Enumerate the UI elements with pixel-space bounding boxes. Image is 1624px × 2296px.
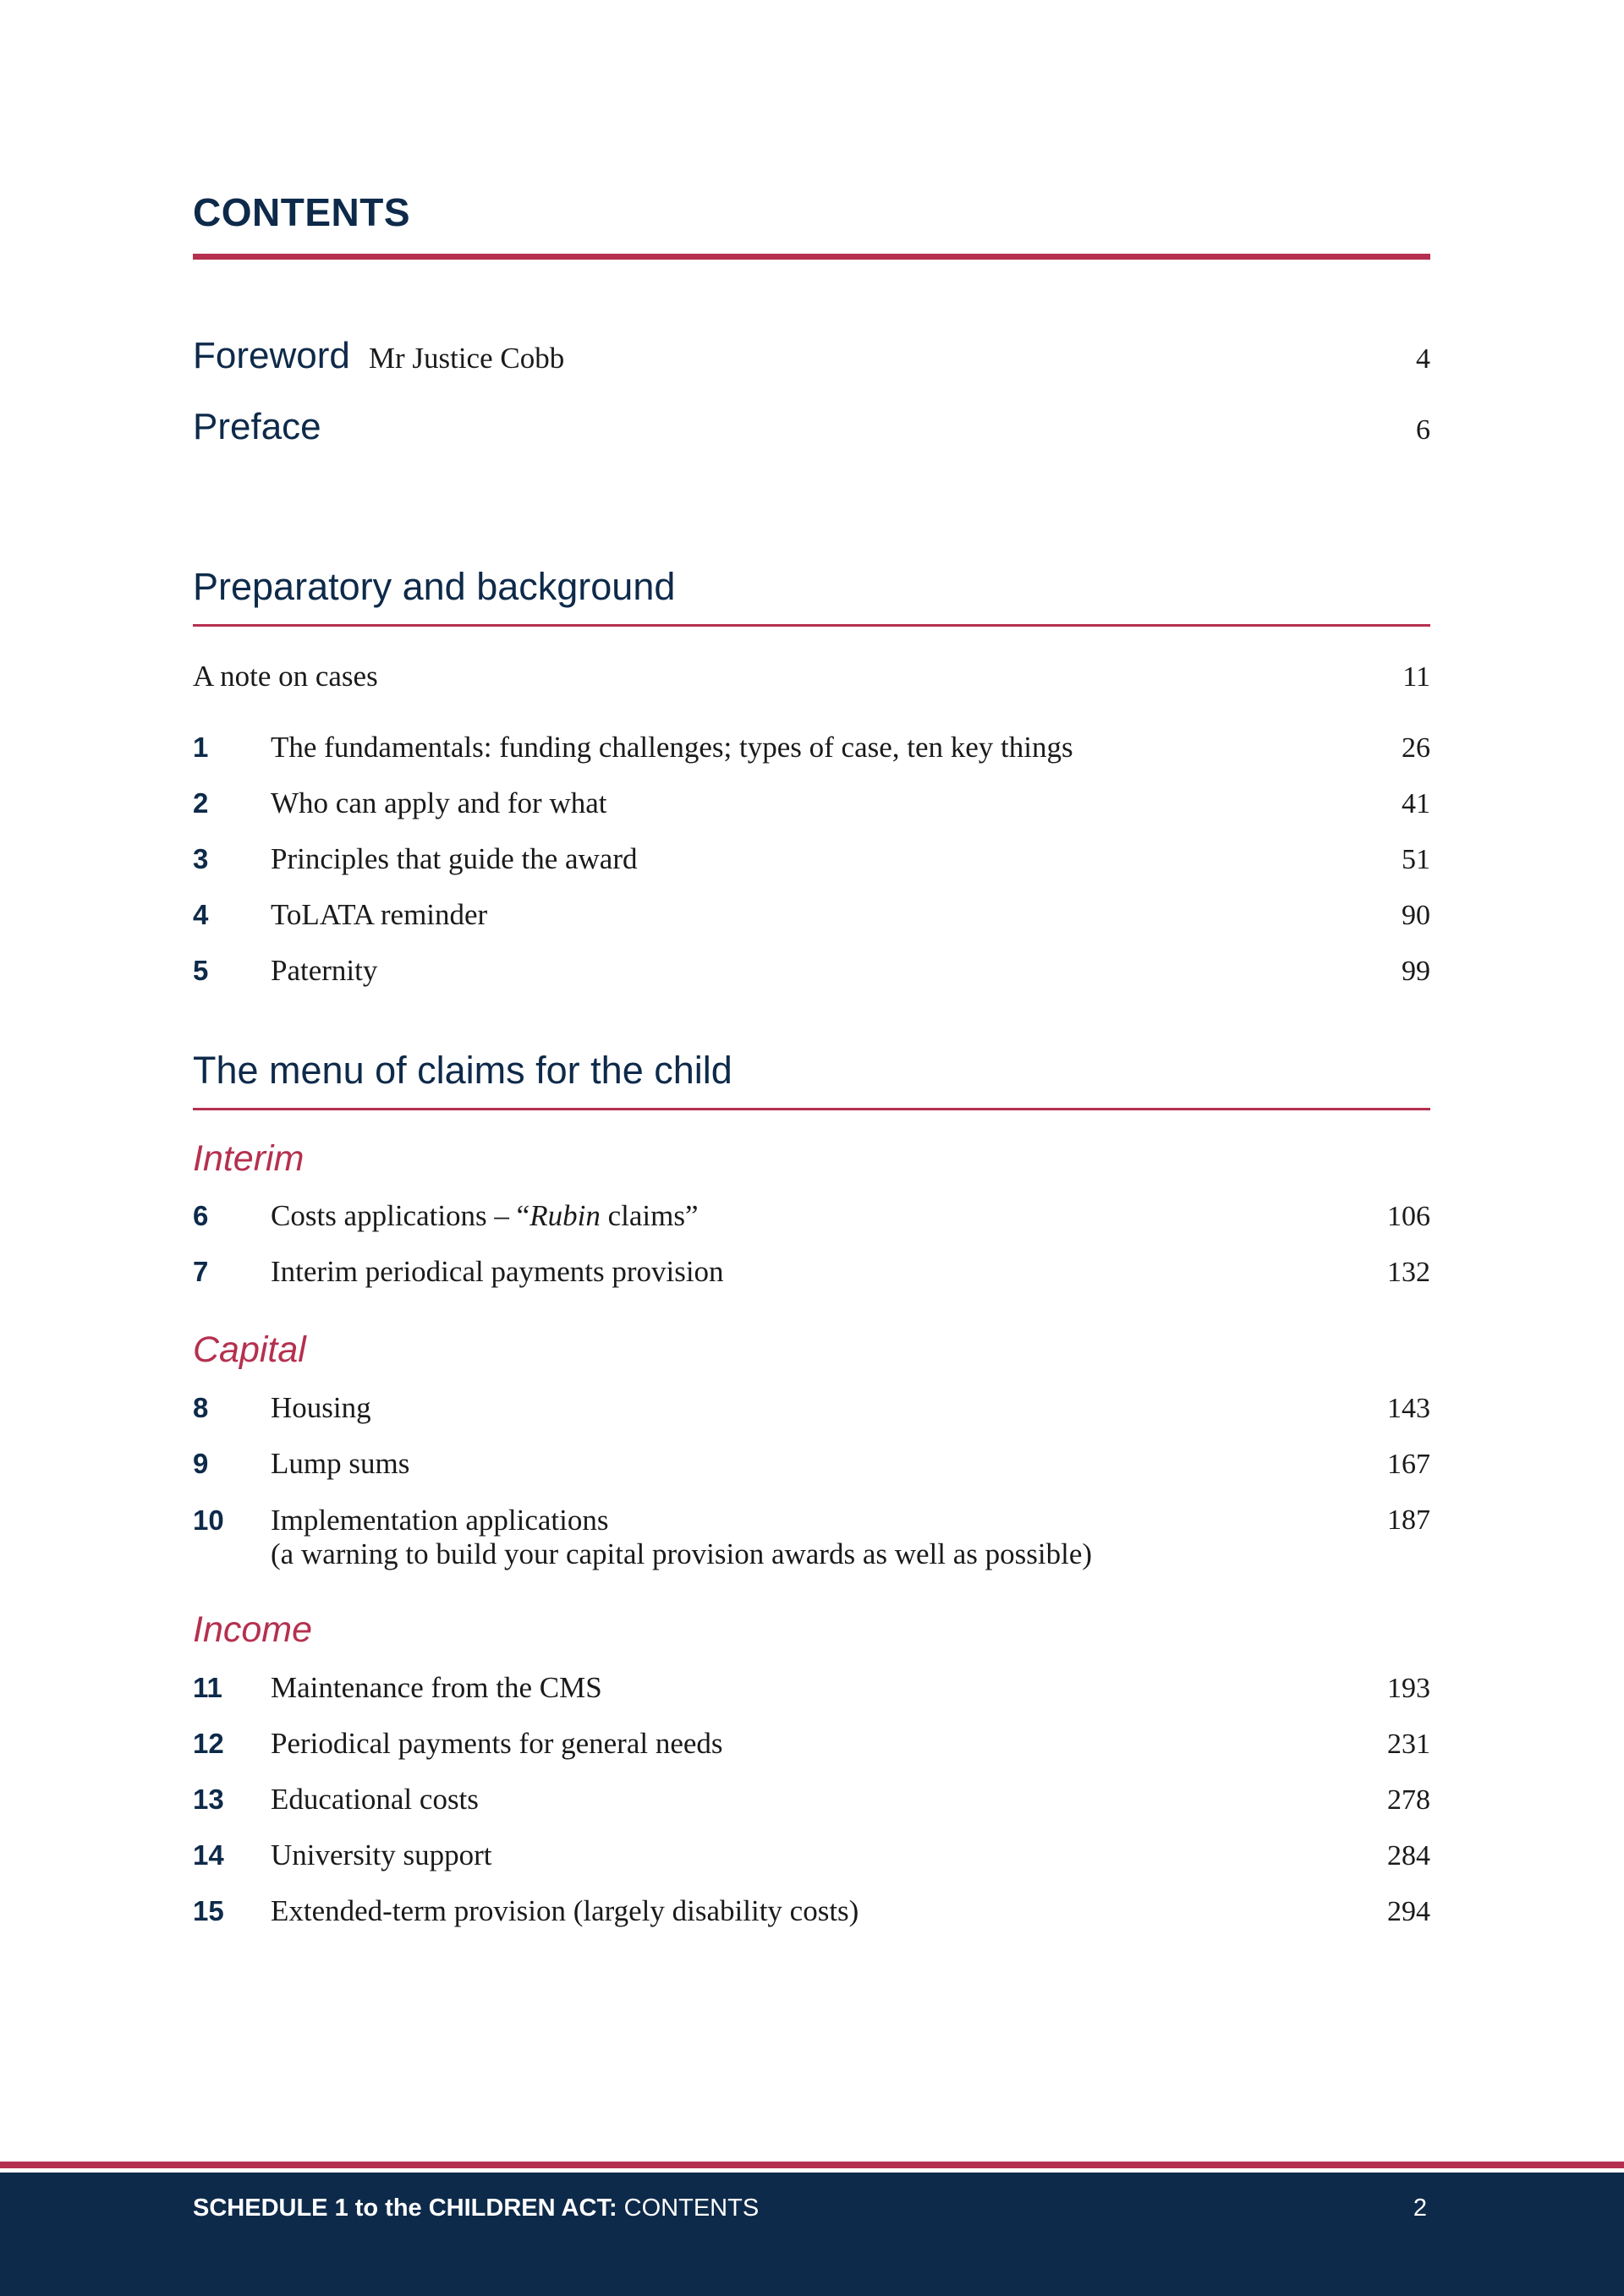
chapter-title: University support (271, 1838, 492, 1871)
toc-entry[interactable] (193, 1199, 1430, 1233)
chapter-number: 12 (193, 1728, 224, 1759)
footer-title (193, 2195, 759, 2222)
chapter-title: Principles that guide the award (271, 842, 638, 875)
chapter-number: 14 (193, 1839, 224, 1871)
toc-entry[interactable] (193, 731, 1430, 764)
chapter-page: 99 (1402, 956, 1430, 987)
chapter-number: 6 (193, 1200, 209, 1231)
chapter-number: 2 (193, 787, 209, 819)
entry-title: A note on cases (193, 660, 378, 693)
toc-entry[interactable] (193, 1894, 1430, 1928)
chapter-page: 143 (1387, 1393, 1430, 1424)
chapter-number: 13 (193, 1784, 224, 1815)
page-title: CONTENTS (193, 190, 410, 234)
chapter-title: Lump sums (271, 1447, 410, 1480)
chapter-page: 231 (1387, 1729, 1430, 1760)
chapter-page: 132 (1387, 1257, 1430, 1288)
toc-entry[interactable] (193, 1447, 1430, 1481)
toc-entry[interactable] (193, 1504, 1430, 1571)
toc-entry[interactable] (193, 1727, 1430, 1761)
footer-page-number: 2 (1413, 2195, 1427, 2222)
toc-entry[interactable] (193, 842, 1430, 876)
preface-page: 6 (1416, 414, 1430, 446)
preface-label: Preface (193, 406, 321, 447)
chapter-title: Educational costs (271, 1783, 479, 1816)
footer-bar (0, 2173, 1624, 2296)
chapter-title: Extended-term provision (largely disability costs) (271, 1894, 859, 1927)
foreword-author: Mr Justice Cobb (368, 342, 565, 375)
toc-entry[interactable] (193, 954, 1430, 988)
section-rule (193, 1108, 1430, 1110)
toc-entry-foreword[interactable] (193, 335, 1430, 377)
chapter-title: The fundamentals: funding challenges; types of case, ten key things (271, 731, 1073, 764)
section-heading-preparatory: Preparatory and background (193, 565, 676, 608)
chapter-number: 7 (193, 1256, 209, 1287)
toc-entry-note-on-cases[interactable] (193, 660, 1430, 693)
chapter-page: 106 (1387, 1201, 1430, 1232)
chapter-title: Costs applications – “Rubin claims” (271, 1199, 699, 1232)
chapter-number: 8 (193, 1392, 209, 1423)
chapter-page: 26 (1402, 732, 1430, 764)
toc-entry[interactable] (193, 1838, 1430, 1872)
footer-title-bold: SCHEDULE 1 to the CHILDREN ACT: (193, 2195, 617, 2222)
chapter-page: 294 (1387, 1896, 1430, 1927)
chapter-number: 15 (193, 1895, 224, 1926)
toc-entry[interactable] (193, 1783, 1430, 1817)
chapter-page: 41 (1402, 788, 1430, 819)
chapter-page: 51 (1402, 844, 1430, 875)
chapter-number: 3 (193, 843, 209, 874)
entry-page: 11 (1402, 661, 1430, 693)
toc-entry[interactable] (193, 1671, 1430, 1705)
chapter-title: Interim periodical payments provision (271, 1255, 724, 1288)
chapter-title: Maintenance from the CMS (271, 1671, 602, 1704)
chapter-page: 193 (1387, 1673, 1430, 1704)
chapter-number: 9 (193, 1448, 209, 1479)
footer-title-light: CONTENTS (623, 2195, 760, 2222)
footer-stripe (0, 2162, 1624, 2168)
chapter-title: Periodical payments for general needs (271, 1727, 723, 1760)
foreword-page: 4 (1416, 343, 1430, 375)
subheading-capital: Capital (193, 1329, 306, 1370)
chapter-title: Implementation applications (a warning to build your capital provision awards as well as possible) (271, 1504, 1093, 1570)
chapter-title: Housing (271, 1391, 371, 1424)
chapter-page: 284 (1387, 1840, 1430, 1871)
chapter-title: Paternity (271, 954, 378, 987)
toc-entry[interactable] (193, 898, 1430, 932)
chapter-page: 278 (1387, 1784, 1430, 1816)
toc-entry-preface[interactable] (193, 406, 1430, 448)
subheading-income: Income (193, 1609, 313, 1650)
chapter-number: 10 (193, 1504, 224, 1536)
subheading-interim: Interim (193, 1138, 304, 1179)
section-heading-menu-of-claims: The menu of claims for the child (193, 1049, 732, 1092)
section-rule (193, 624, 1430, 627)
toc-entry[interactable] (193, 786, 1430, 820)
chapter-number: 4 (193, 899, 209, 930)
chapter-number: 5 (193, 955, 209, 986)
chapter-page: 90 (1402, 900, 1430, 931)
toc-entry[interactable] (193, 1391, 1430, 1425)
chapter-number: 1 (193, 732, 209, 763)
toc-entry[interactable] (193, 1255, 1430, 1289)
chapter-number: 11 (193, 1672, 222, 1703)
title-rule (193, 254, 1430, 260)
chapter-title: Who can apply and for what (271, 786, 607, 819)
foreword-label: Foreword (193, 335, 350, 376)
chapter-page: 167 (1387, 1449, 1430, 1480)
chapter-page: 187 (1387, 1504, 1430, 1536)
chapter-title: ToLATA reminder (271, 898, 488, 931)
